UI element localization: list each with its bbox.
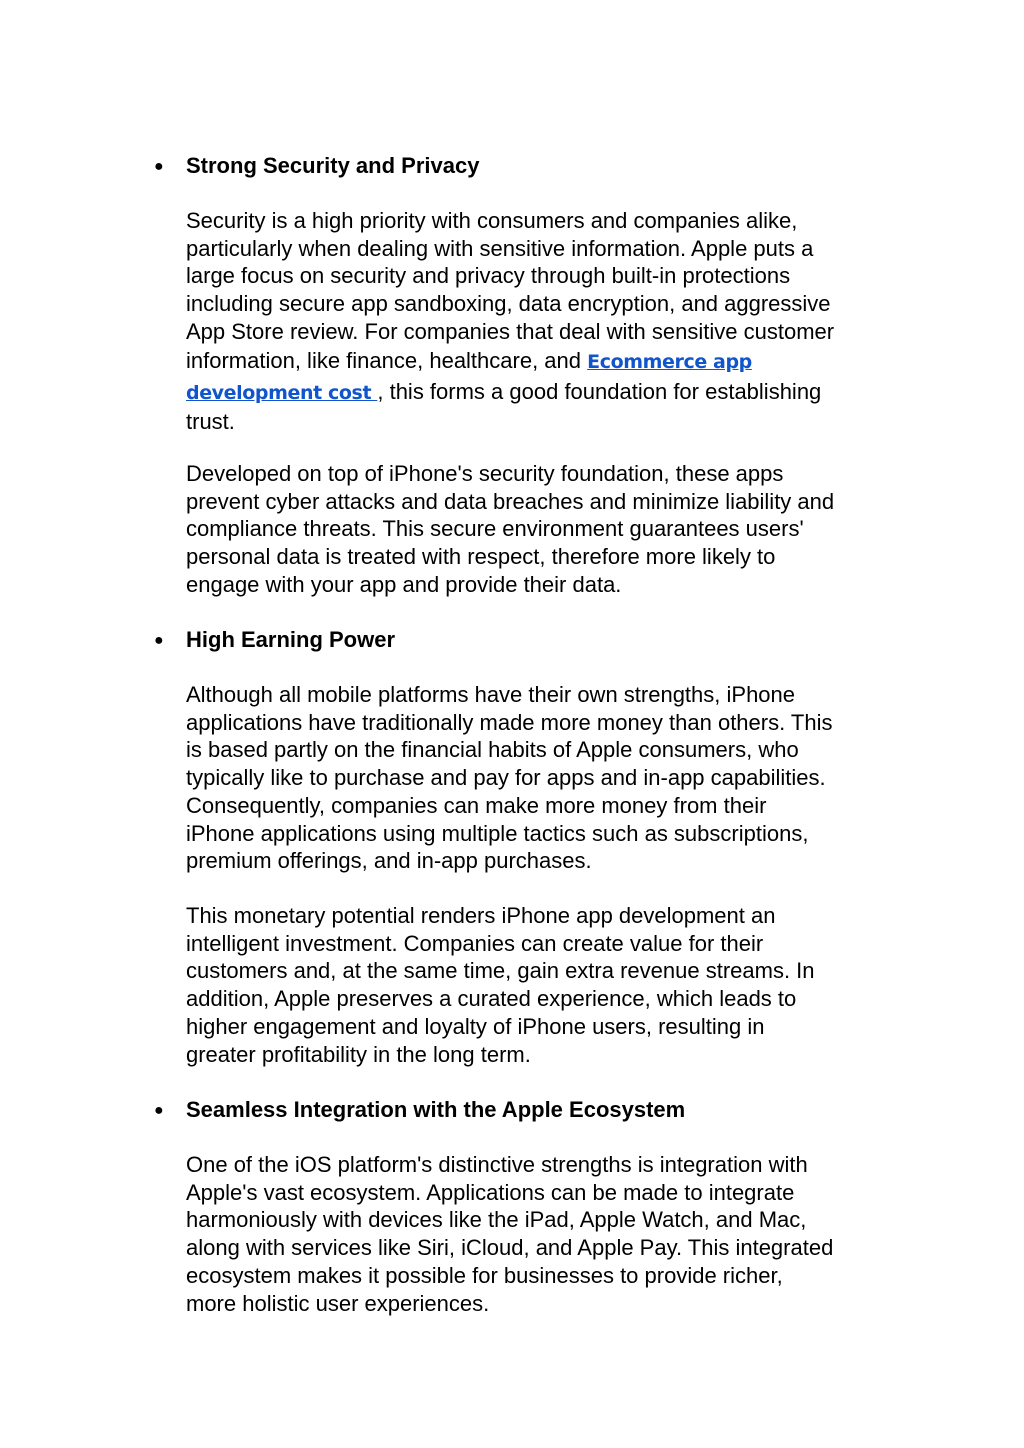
- text-line: higher engagement and loyalty of iPhone users, resulting in: [186, 1013, 765, 1039]
- section-heading-earning: [154, 626, 395, 655]
- text-line: harmoniously with devices like the iPad, Apple Watch, and Mac,: [186, 1207, 807, 1233]
- text-line: greater profitability in the long term.: [186, 1041, 531, 1067]
- paragraph-security-1: [186, 207, 906, 435]
- text-line: applications have traditionally made more money than others. This: [186, 709, 833, 735]
- text-line: personal data is treated with respect, therefore more likely to: [186, 544, 776, 570]
- text-line: premium offerings, and in-app purchases.: [186, 848, 592, 874]
- text-segment: , this forms a good foundation for establishing: [377, 378, 822, 404]
- bullet-icon: ●: [154, 632, 164, 649]
- text-line: engage with your app and provide their data.: [186, 571, 622, 597]
- paragraph-earning-1: [186, 681, 906, 875]
- text-line: prevent cyber attacks and data breaches and minimize liability and: [186, 488, 835, 514]
- text-line: intelligent investment. Companies can create value for their: [186, 930, 764, 956]
- text-line: customers and, at the same time, gain extra revenue streams. In: [186, 958, 815, 984]
- text-line: This monetary potential renders iPhone app development an: [186, 903, 776, 928]
- text-line: is based partly on the financial habits of Apple consumers, who: [186, 737, 799, 763]
- text-line: along with services like Siri, iCloud, and Apple Pay. This integrated: [186, 1235, 834, 1261]
- text-line: compliance threats. This secure environment guarantees users': [186, 516, 804, 542]
- text-line: typically like to purchase and pay for apps and in-app capabilities.: [186, 765, 826, 791]
- text-line: ecosystem makes it possible for businesses to provide richer,: [186, 1262, 783, 1288]
- text-line: more holistic user experiences.: [186, 1290, 490, 1316]
- text-line: large focus on security and privacy through built-in protections: [186, 263, 791, 289]
- bullet-icon: ●: [154, 1102, 164, 1119]
- section-heading-text: Seamless Integration with the Apple Ecosystem: [186, 1097, 686, 1122]
- ecommerce-app-link[interactable]: Ecommerce app: [587, 350, 752, 373]
- text-line: Security is a high priority with consumers and companies alike,: [186, 208, 798, 233]
- text-line: trust.: [186, 408, 235, 434]
- paragraph-earning-2: [186, 902, 906, 1068]
- paragraph-ecosystem-1: [186, 1151, 906, 1317]
- paragraph-security-2: [186, 460, 906, 599]
- text-line: Apple's vast ecosystem. Applications can be made to integrate: [186, 1179, 795, 1205]
- text-line: [186, 346, 906, 377]
- text-segment: information, like finance, healthcare, and: [186, 347, 588, 373]
- section-heading-text: High Earning Power: [186, 627, 396, 652]
- text-line: addition, Apple preserves a curated experience, which leads to: [186, 986, 797, 1012]
- text-line: [186, 377, 906, 408]
- text-line: App Store review. For companies that deal with sensitive customer: [186, 318, 835, 344]
- development-cost-link[interactable]: development cost: [186, 381, 378, 404]
- text-line: including secure app sandboxing, data encryption, and aggressive: [186, 291, 831, 317]
- section-heading-text: Strong Security and Privacy: [186, 153, 480, 178]
- section-heading-ecosystem: [154, 1096, 685, 1125]
- text-line: iPhone applications using multiple tactics such as subscriptions,: [186, 820, 809, 846]
- text-line: One of the iOS platform's distinctive strengths is integration with: [186, 1152, 808, 1177]
- text-line: particularly when dealing with sensitive information. Apple puts a: [186, 235, 814, 261]
- text-line: Although all mobile platforms have their own strengths, iPhone: [186, 682, 796, 707]
- section-heading-security: [154, 152, 479, 181]
- text-line: Consequently, companies can make more money from their: [186, 792, 767, 818]
- text-line: Developed on top of iPhone's security foundation, these apps: [186, 461, 784, 486]
- bullet-icon: ●: [154, 158, 164, 175]
